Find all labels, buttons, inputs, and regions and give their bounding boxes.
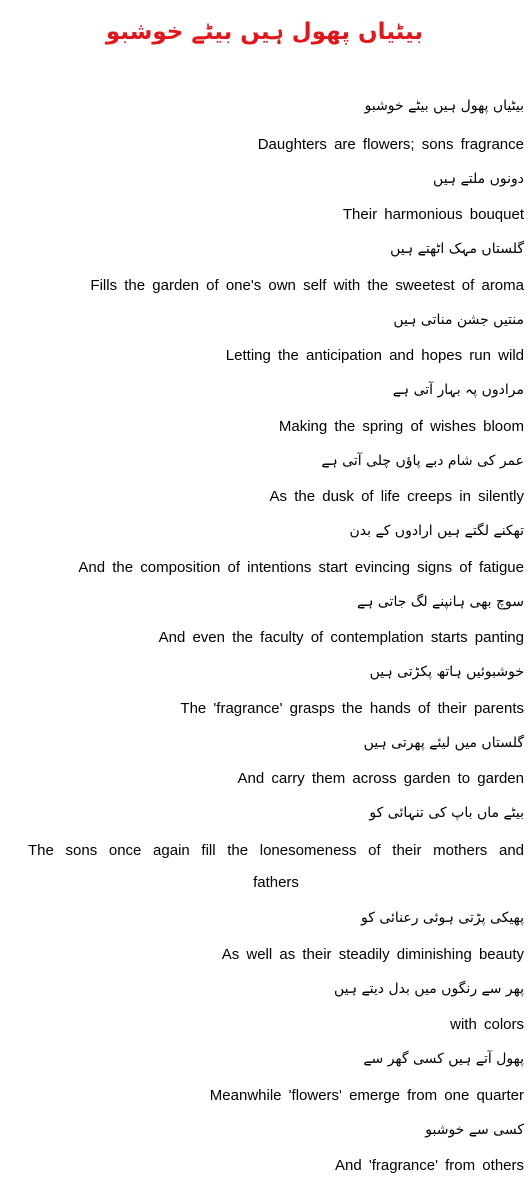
english-line: And even the faculty of contemplation starts panting	[158, 629, 524, 646]
urdu-line: دونوں ملتے ہیں	[433, 171, 524, 187]
urdu-line: پھر سے رنگوں میں بدل دیتے ہیں	[333, 981, 524, 997]
english-line: And carry them across garden to garden	[237, 770, 524, 787]
urdu-line: خوشبوئیں ہاتھ پکڑتی ہیں	[369, 664, 524, 680]
urdu-line: گلستاں مہک اٹھتے ہیں	[390, 241, 524, 257]
english-line: And 'fragrance' from others	[335, 1157, 524, 1174]
urdu-line: بیٹے ماں باپ کی تنہائی کو	[369, 805, 524, 821]
urdu-line: پھیکی پڑتی ہوئی رعنائی کو	[360, 910, 524, 926]
english-line: Fills the garden of one's own self with the sweetest of aroma	[90, 277, 524, 294]
english-line: Making the spring of wishes bloom	[278, 418, 524, 435]
english-line-wrapped: The sons once again fill the lonesomeness of their mothers and fathers	[28, 842, 524, 891]
urdu-line: سوچ بھی ہانپنے لگ جاتی ہے	[357, 594, 524, 610]
urdu-line: کسی سے خوشبو	[425, 1122, 524, 1138]
poem-title: بیٹیاں پھول ہیں بیٹے خوشبو	[105, 19, 424, 45]
english-line: The 'fragrance' grasps the hands of their parents	[180, 700, 524, 717]
urdu-line: مرادوں پہ بہار آتی ہے	[392, 382, 524, 398]
urdu-line: گلستاں میں لیئے پھرتی ہیں	[363, 735, 524, 751]
urdu-line: تھکنے لگتے ہیں ارادوں کے بدن	[349, 523, 524, 539]
urdu-line: عمر کی شام دبے پاؤں چلی آتی ہے	[321, 453, 524, 469]
english-line: As the dusk of life creeps in silently	[269, 488, 524, 505]
english-line: with colors	[450, 1016, 524, 1033]
urdu-line: منتیں جشن مناتی ہیں	[393, 312, 524, 328]
urdu-line: پھول آتے ہیں کسی گھر سے	[363, 1051, 524, 1067]
english-line: And the composition of intentions start evincing signs of fatigue	[78, 559, 524, 576]
english-line: Letting the anticipation and hopes run wild	[225, 347, 524, 364]
english-line: Meanwhile 'flowers' emerge from one quarter	[209, 1087, 524, 1104]
urdu-line: بیٹیاں پھول ہیں بیٹے خوشبو	[364, 98, 524, 114]
english-line: As well as their steadily diminishing beauty	[221, 946, 524, 963]
english-line: Their harmonious bouquet	[342, 206, 524, 223]
english-line: Daughters are flowers; sons fragrance	[257, 136, 524, 153]
